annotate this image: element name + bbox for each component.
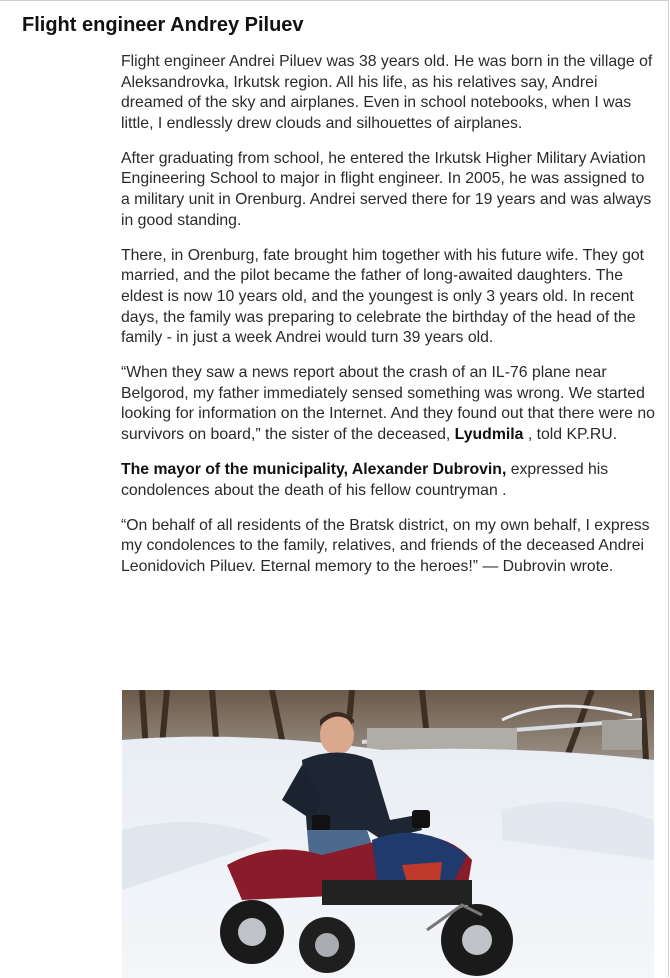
quote-text: “When they saw a news report about the crash of an IL-76 plane near Belgorod, my father immediately sensed something was wrong. We started looking for information on the Internet. And they found out that there were no survivors on board,” the sister of the deceased, [121, 364, 655, 443]
article-photo [122, 690, 654, 978]
quote-source: , told KP.RU. [523, 426, 618, 443]
paragraph-5 [121, 460, 656, 501]
paragraph-1: Flight engineer Andrei Piluev was 38 years old. He was born in the village of Aleksandrovka, Irkutsk region. All his life, as his relatives say, Andrei dreamed of the sky and airplanes. Even in school notebooks, when I was little, I endlessly drew clouds and silhouettes of airplanes. [121, 53, 653, 132]
paragraph-6: “On behalf of all residents of the Bratsk district, on my own behalf, I express my condolences to the family, relatives, and friends of the deceased Andrei Leonidovich Piluev. Eternal memory to the heroes!” — Dubrovin wrote. [121, 516, 650, 575]
paragraph-2: After graduating from school, he entered the Irkutsk Higher Military Aviation Engineering School to major in flight engineer. In 2005, he was assigned to a military unit in Orenburg. Andrei served there for 19 years and was always in good standing. [121, 149, 652, 229]
mayor-name: The mayor of the municipality, Alexander Dubrovin, [121, 461, 507, 479]
sister-name: Lyudmila [454, 426, 524, 443]
article-title: Flight engineer Andrey Piluev [22, 14, 304, 36]
paragraph-4 [121, 363, 656, 445]
paragraph-3: There, in Orenburg, fate brought him together with his future wife. They got married, and the pilot became the father of long-awaited daughters. The eldest is now 10 years old, and the youngest is only 3 years old. In recent days, the family was preparing to celebrate the birthday of the head of the family - in just a week Andrei would turn 39 years old. [121, 246, 645, 347]
condolence-text: expressed his condolences about the death of his fellow countryman . [121, 461, 609, 499]
article-body [121, 52, 656, 592]
photo-man-on-atv [122, 690, 654, 978]
